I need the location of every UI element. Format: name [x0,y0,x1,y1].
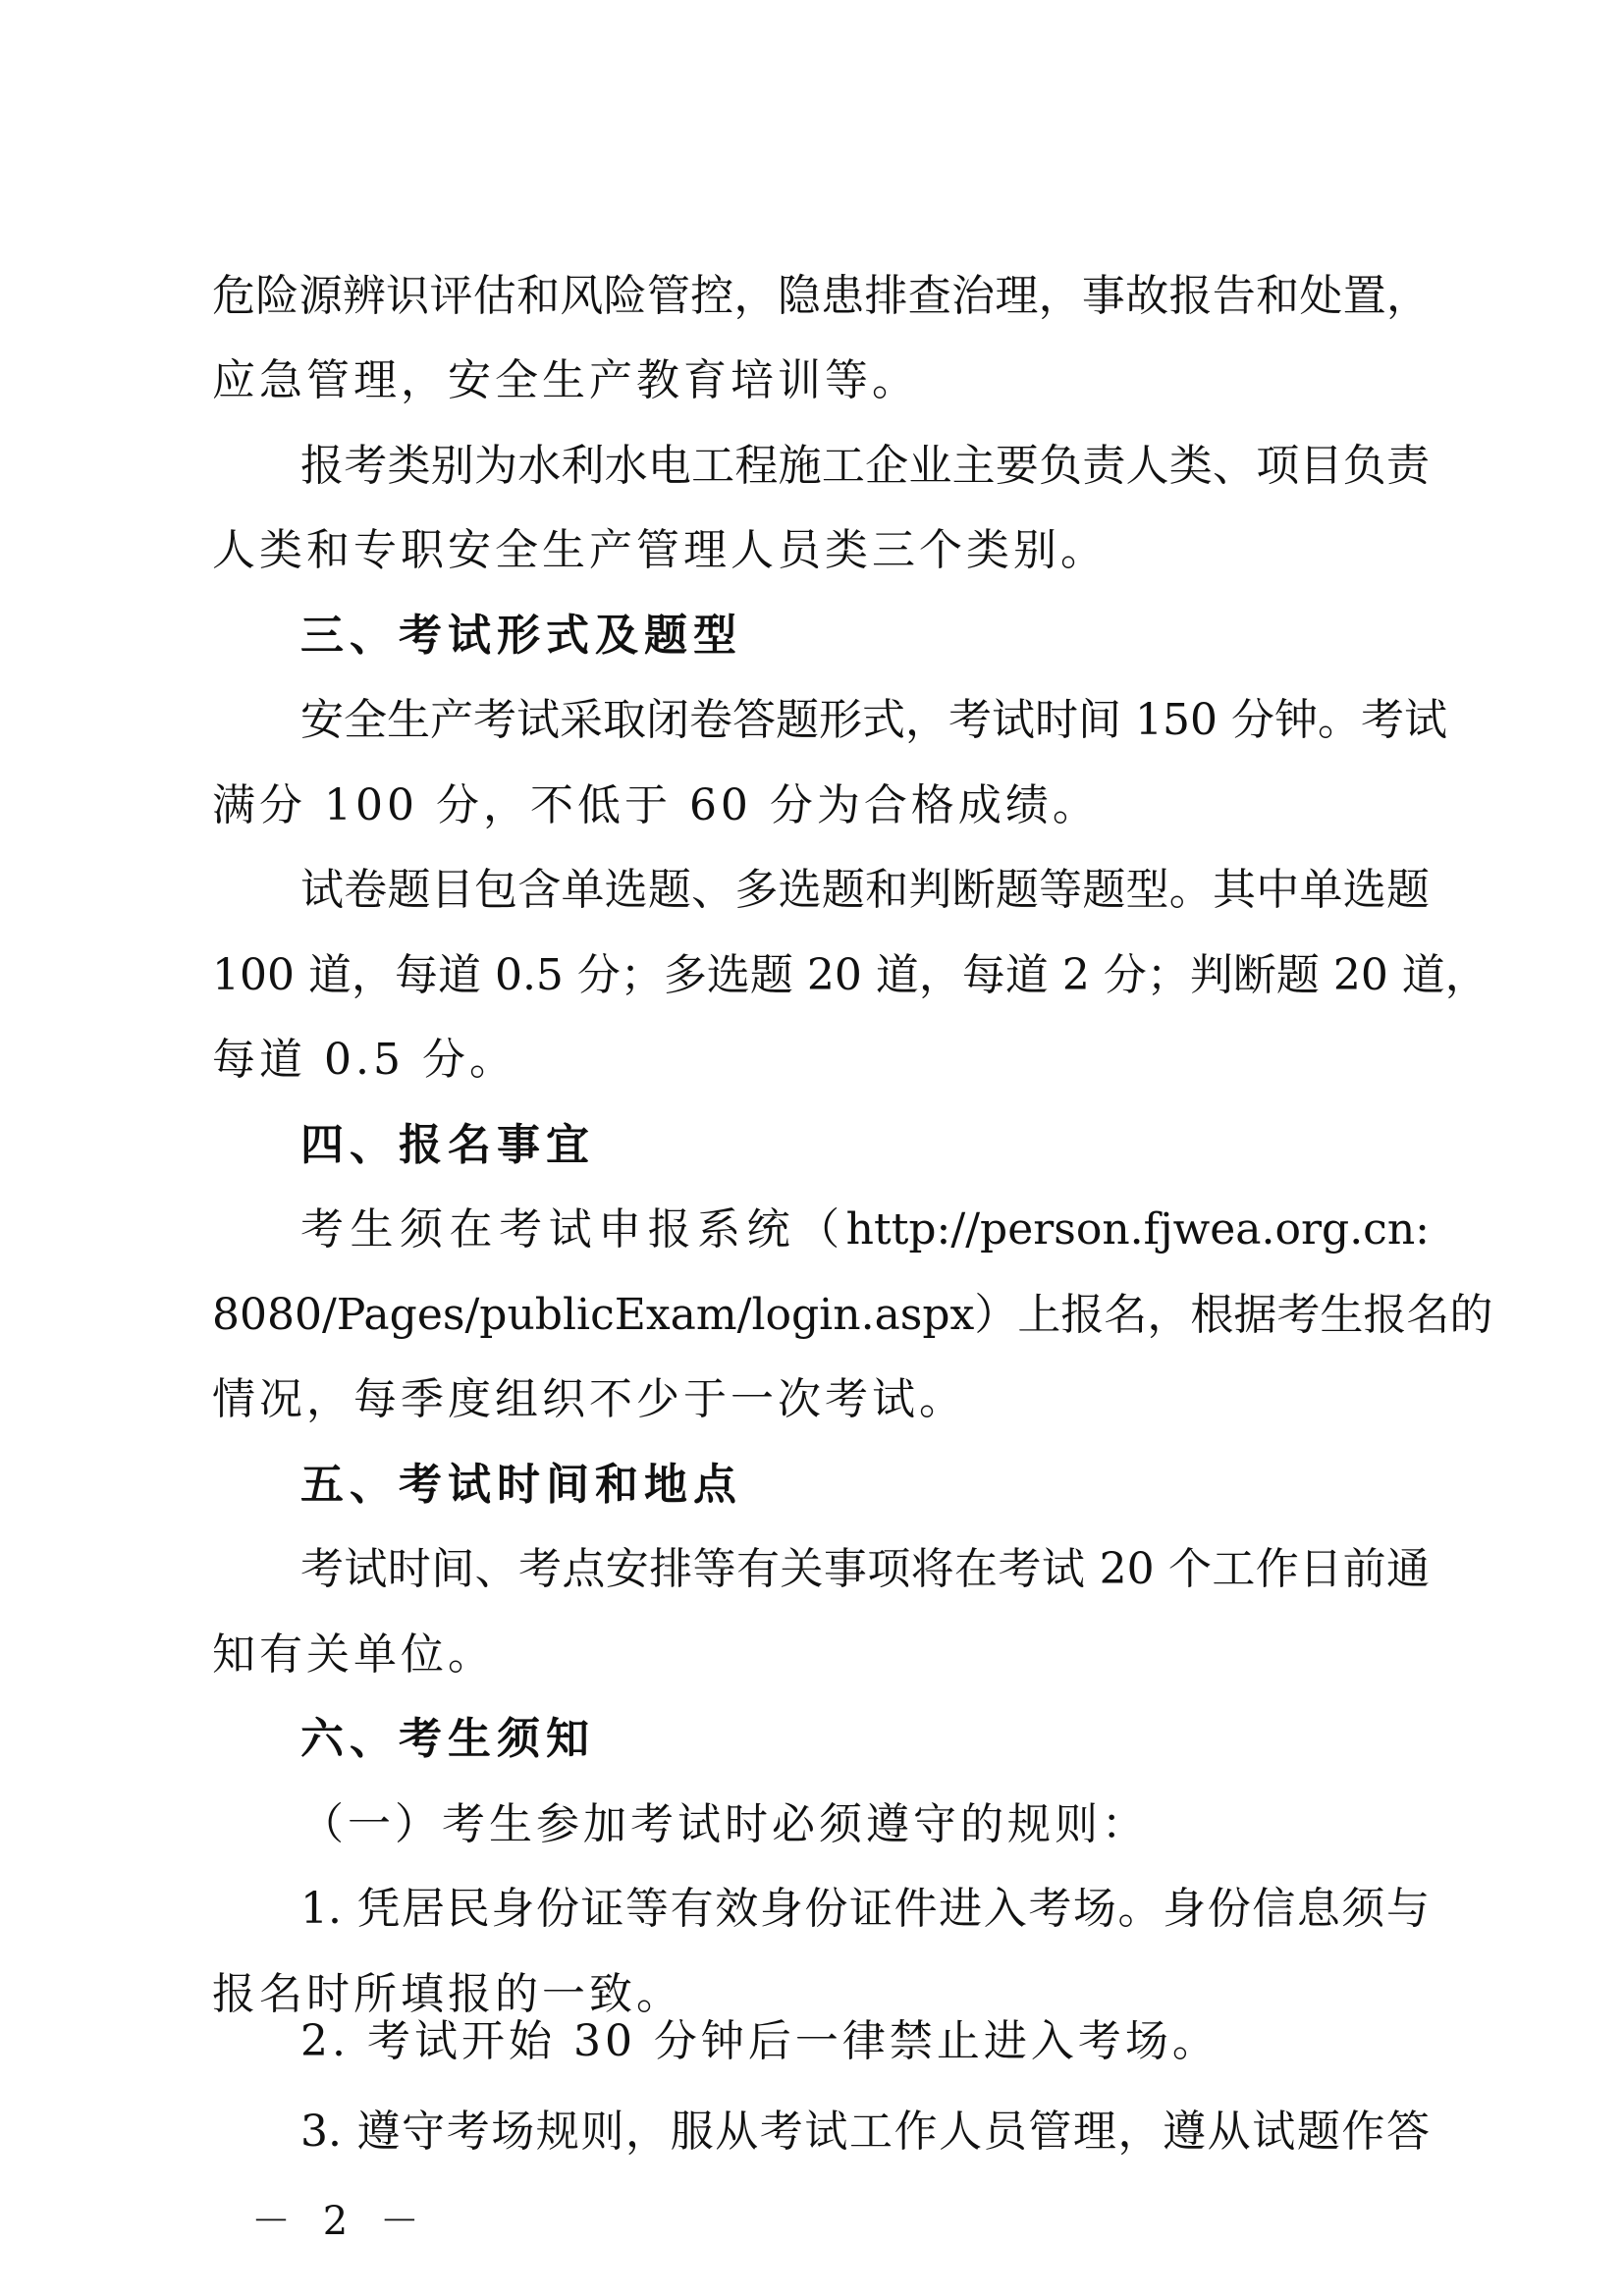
subsection-heading: （一）考生参加考试时必须遵守的规则： [300,1799,1149,1849]
body-line: 100 道，每道 0.5 分；多选题 20 道，每道 2 分；判断题 20 道， [212,950,1489,1000]
body-line: 危险源辨识评估和风险管控，隐患排查治理，事故报告和处置， [212,271,1430,321]
page-number: － 2 － [251,2199,429,2244]
section-heading-registration: 四、报名事宜 [300,1120,595,1170]
list-item-3: 3. 遵守考场规则，服从考试工作人员管理，遵从试题作答 [300,2107,1430,2157]
body-line: 报名时所填报的一致。 [212,1969,683,2019]
section-heading-candidate-notice: 六、考生须知 [300,1714,595,1764]
list-item-1: 1. 凭居民身份证等有效身份证件进入考场。身份信息须与 [300,1884,1430,1934]
list-item-2: 2. 考试开始 30 分钟后一律禁止进入考场。 [300,2016,1219,2066]
body-line: 情况，每季度组织不少于一次考试。 [212,1374,966,1424]
body-line: 考生须在考试申报系统（http://person.fjwea.org.cn: [300,1204,1430,1255]
body-line: 满分 100 分，不低于 60 分为合格成绩。 [212,780,1100,830]
body-line: 安全生产考试采取闭卷答题形式，考试时间 150 分钟。考试 [300,695,1447,745]
body-line: 应急管理，安全生产教育培训等。 [212,355,919,405]
body-line: 试卷题目包含单选题、多选题和判断题等题型。其中单选题 [300,865,1430,915]
body-line: 人类和专职安全生产管理人员类三个类别。 [212,525,1108,575]
section-heading-time-location: 五、考试时间和地点 [300,1460,742,1510]
body-line: 知有关单位。 [212,1629,495,1680]
body-line: 报考类别为水利水电工程施工企业主要负责人类、项目负责 [300,441,1430,491]
body-line: 每道 0.5 分。 [212,1035,516,1085]
body-line: 考试时间、考点安排等有关事项将在考试 20 个工作日前通 [300,1544,1430,1594]
section-heading-exam-format: 三、考试形式及题型 [300,611,742,661]
body-line: 8080/Pages/publicExam/login.aspx）上报名，根据考生报名的 [212,1290,1493,1340]
